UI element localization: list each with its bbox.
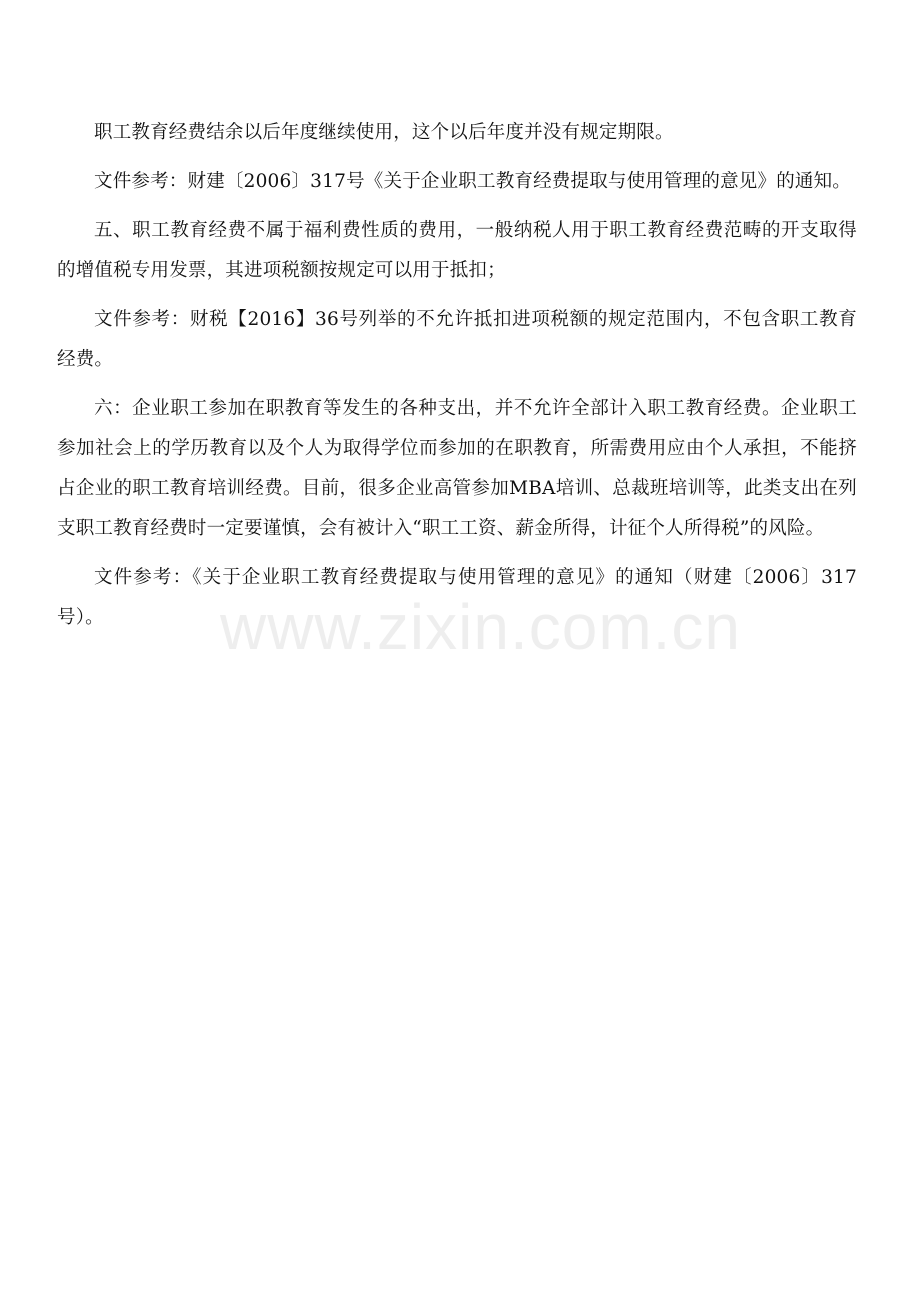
document-body — [57, 113, 857, 647]
paragraph-reference-1: 文件参考：财建〔2006〕317号《关于企业职工教育经费提取与使用管理的意见》的通知。 — [94, 171, 851, 192]
paragraph-section-five: 五、职工教育经费不属于福利费性质的费用，一般纳税人用于职工教育经费范畴的开支取得的增值税专用发票，其进项税额按规定可以用于抵扣； — [57, 220, 857, 281]
watermark: www.zixin.com.cn — [220, 591, 741, 663]
paragraph-retained-funds: 职工教育经费结余以后年度继续使用，这个以后年度并没有规定期限。 — [94, 122, 674, 143]
paragraph-reference-3: 文件参考：《关于企业职工教育经费提取与使用管理的意见》的通知（财建〔2006〕317号）。 — [57, 567, 857, 628]
paragraph-section-six: 六：企业职工参加在职教育等发生的各种支出，并不允许全部计入职工教育经费。企业职工参加社会上的学历教育以及个人为取得学位而参加的在职教育，所需费用应由个人承担，不能挤占企业的职工教育培训经费。目前，很多企业高管参加MBA培训、总裁班培训等，此类支出在列支职工教育经费时一定要谨慎，会有被计入“职工工资、薪金所得，计征个人所得税”的风险。 — [57, 398, 857, 539]
paragraph-reference-2: 文件参考：财税【2016】36号列举的不允许抵扣进项税额的规定范围内，不包含职工教育经费。 — [57, 309, 857, 370]
